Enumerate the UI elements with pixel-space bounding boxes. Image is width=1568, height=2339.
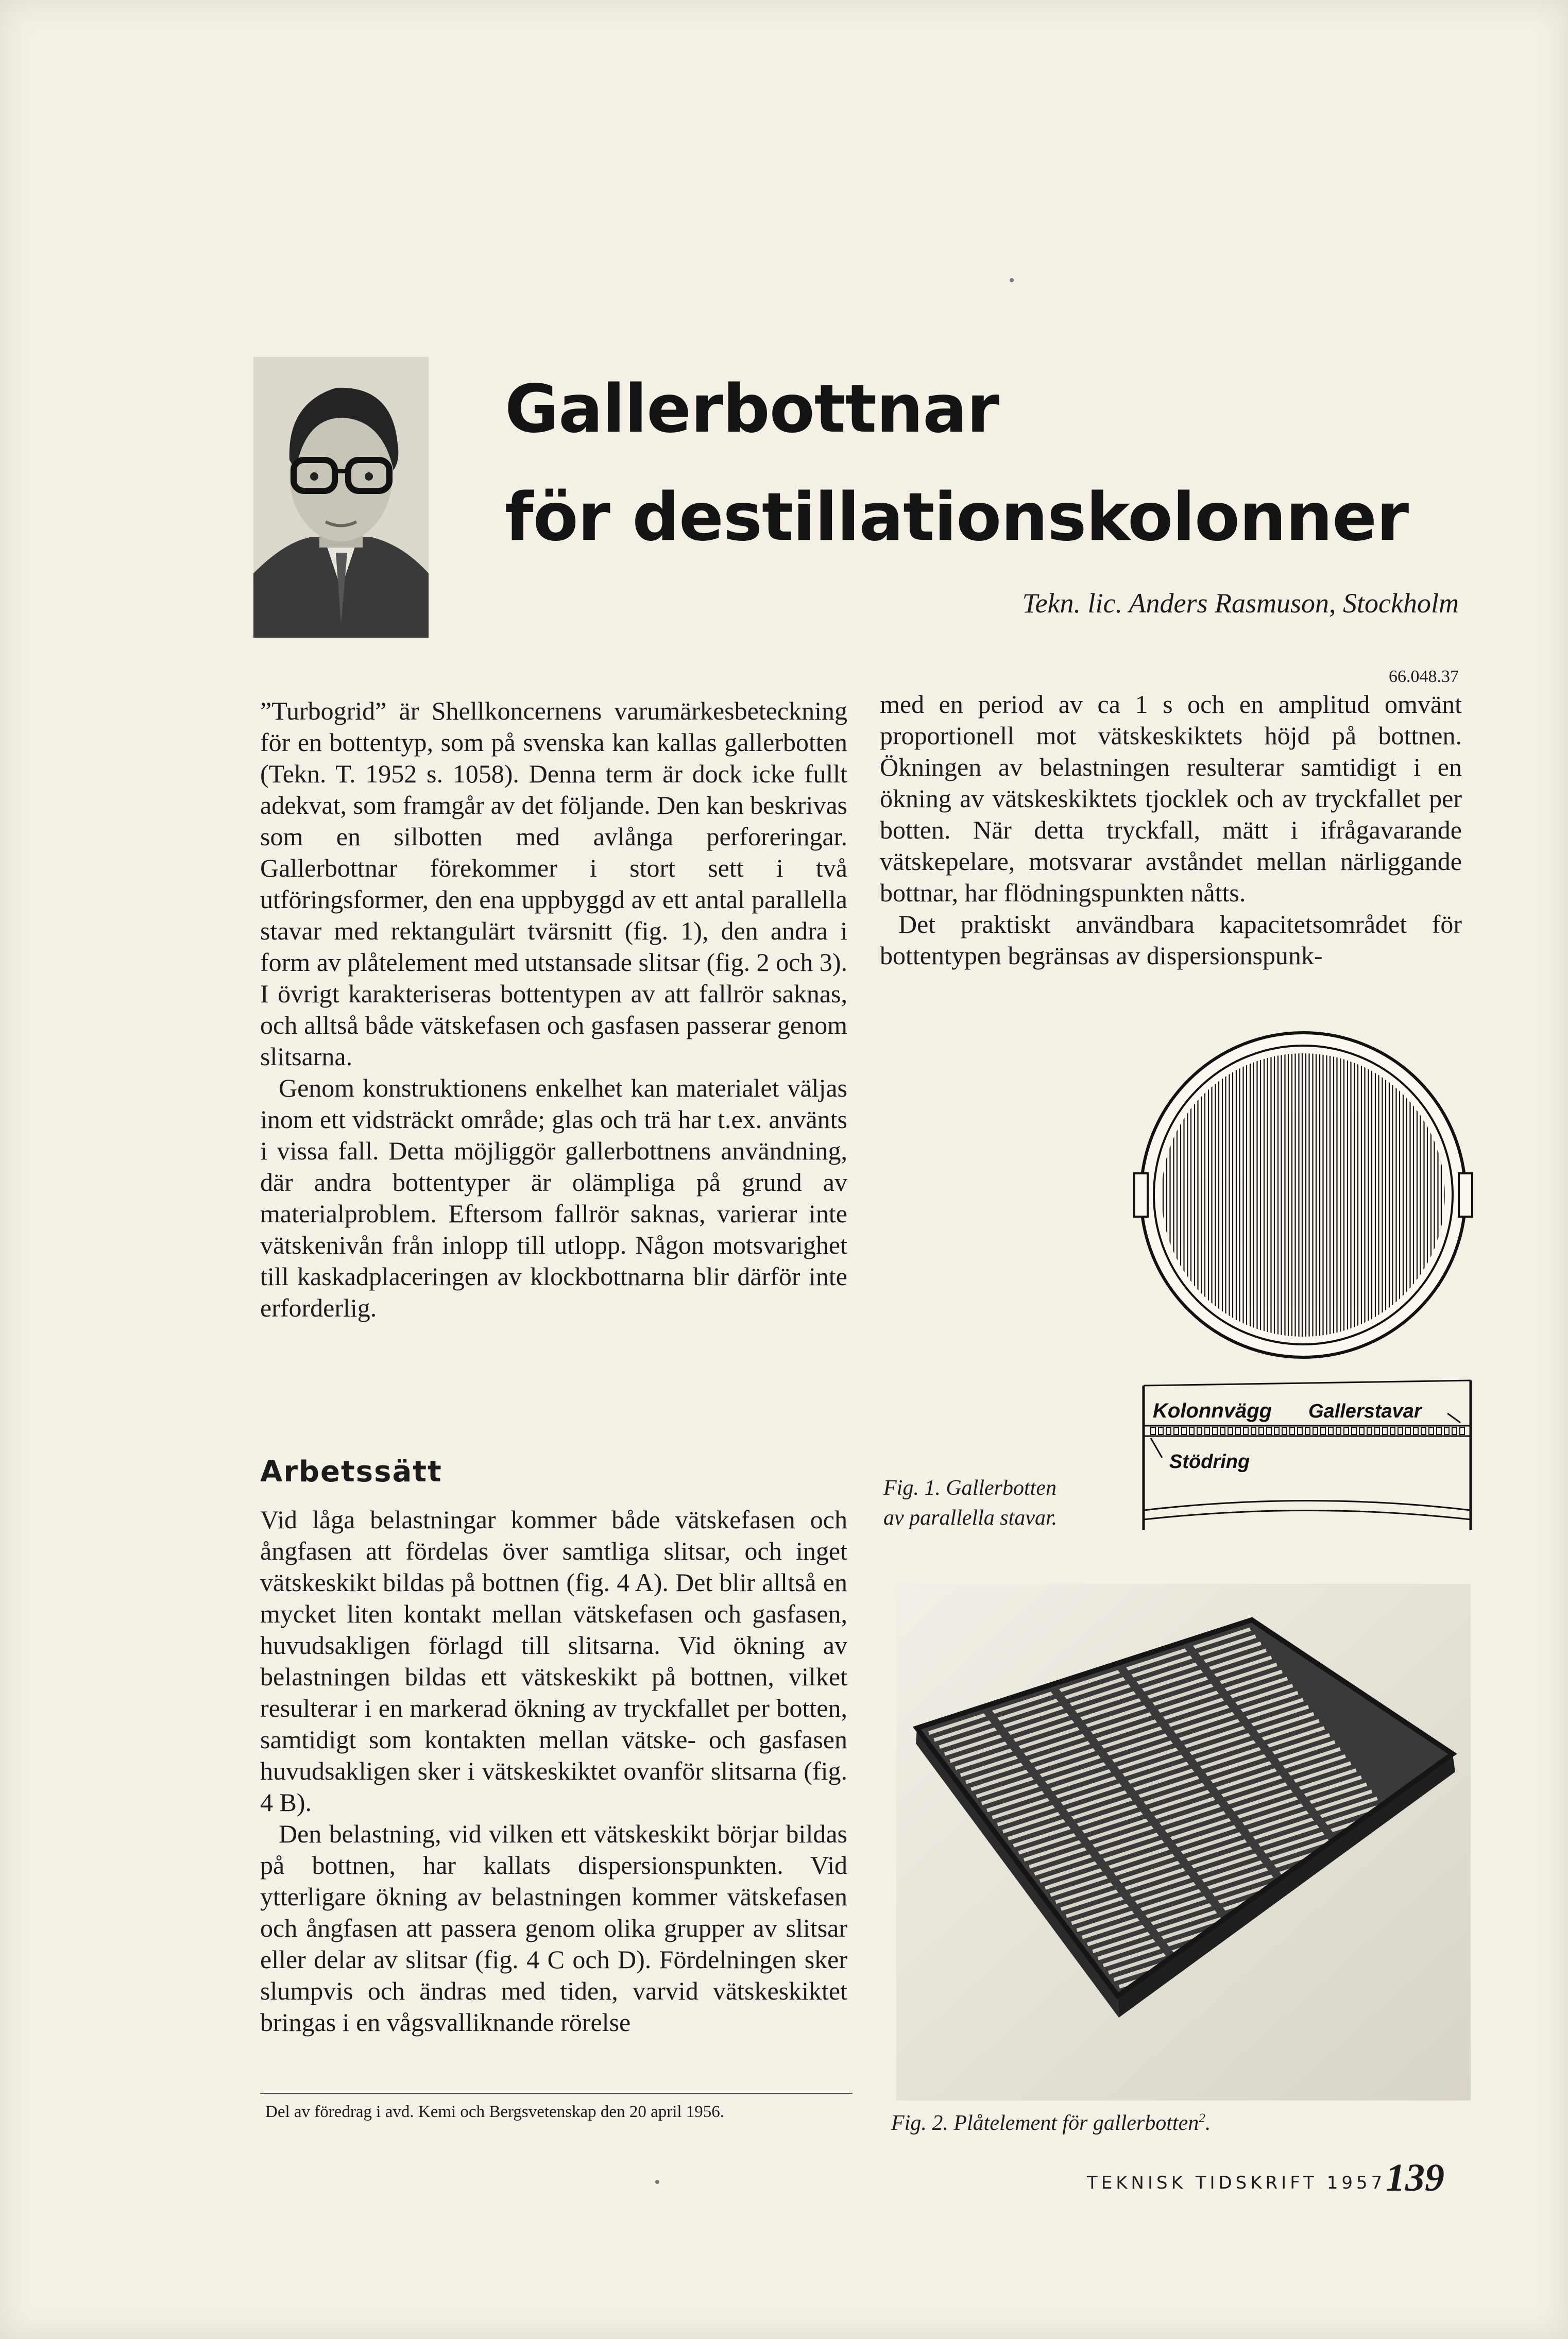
grid-bar	[1344, 1046, 1348, 1344]
grid-bar	[1393, 1046, 1396, 1344]
grid-bar	[1247, 1046, 1250, 1344]
bar-cross-section	[1336, 1427, 1341, 1435]
udc-code: 66.048.37	[1389, 667, 1459, 686]
bar-cross-section	[1305, 1427, 1310, 1435]
grid-bar	[1282, 1046, 1285, 1344]
author-byline: Tekn. lic. Anders Rasmuson, Stockholm	[1022, 588, 1459, 619]
right-column-text	[880, 689, 1462, 971]
bar-cross-section	[1359, 1427, 1364, 1435]
figure-1-caption-line-1: Fig. 1. Gallerbotten	[883, 1476, 1056, 1500]
bar-cross-section	[1182, 1427, 1186, 1435]
paragraph: Vid låga belastningar kommer både vätskefasen och ångfasen att fördelas över samtliga slitsar, och inget vätskeskikt bildas på bottnen (fig. 4 A). Det blir alltså en mycket liten kontakt mellan vätskefasen och gasfasen, huvudsakligen förlagd till slitsarna. Vid ökning av belastningen bildas ett vätskeskikt på bottnen, vilket resulterar i en markerad ökning av tryckfallet per botten, samtidigt som kontakten mellan vätske- och gasfasen huvudsakligen sker i vätskeskiktet ovanför slitsarna (fig. 4 B).	[260, 1505, 847, 1817]
author-portrait	[253, 357, 429, 638]
grid-bar	[1365, 1046, 1369, 1344]
bar-cross-section	[1243, 1427, 1248, 1435]
section-heading: Arbetssätt	[260, 1455, 442, 1489]
bar-cross-section	[1375, 1427, 1379, 1435]
grid-bar	[1379, 1046, 1383, 1344]
grid-bar	[1212, 1046, 1216, 1344]
grid-bar	[1372, 1046, 1375, 1344]
paragraph: Det praktiskt användbara kapacitetsområdet för bottentypen begränsas av dispersionspunk-	[880, 910, 1462, 970]
left-column-intro	[260, 695, 847, 1324]
grid-bar	[1240, 1046, 1243, 1344]
grid-bar	[1323, 1046, 1327, 1344]
grid-bar	[1219, 1046, 1222, 1344]
bar-cross-section	[1390, 1427, 1395, 1435]
figure-2-caption	[891, 2111, 1211, 2136]
bar-cross-section	[1290, 1427, 1294, 1435]
print-speck	[1010, 278, 1014, 282]
grid-bar	[1386, 1046, 1389, 1344]
grid-bar	[1254, 1046, 1257, 1344]
bar-cross-section	[1352, 1427, 1356, 1435]
paragraph: med en period av ca 1 s och en amplitud omvänt proportionell mot vätskeskiktets höjd på bottnen. Ökningen av belastningen resulterar samtidigt i en ökning av vätskeskiktets tjocklek och av tryckfallet per botten. När detta tryckfall, mätt i ifrågavarande vätskepelare, motsvarar avståndet mellan närliggande bottnar, har flödningspunkten nåtts.	[880, 690, 1462, 907]
bar-cross-section	[1228, 1427, 1233, 1435]
grid-bar	[1441, 1046, 1445, 1344]
grid-bar	[1260, 1046, 1264, 1344]
grid-bar	[1163, 1046, 1167, 1344]
bar-cross-section	[1174, 1427, 1179, 1435]
article-title	[505, 355, 1458, 572]
bar-cross-section	[1437, 1427, 1441, 1435]
footnote: Del av föredrag i avd. Kemi och Bergsvetenskap den 20 april 1956.	[265, 2103, 725, 2121]
figure-1-grid-tray-diagram	[1133, 1030, 1473, 1360]
grid-bar	[1274, 1046, 1278, 1344]
grid-bar	[1268, 1046, 1271, 1344]
figure-2-caption-text: Fig. 2. Plåtelement för gallerbotten	[891, 2111, 1199, 2135]
figure-2-caption-end: .	[1205, 2111, 1211, 2135]
bar-cross-section	[1282, 1427, 1287, 1435]
bar-cross-section	[1398, 1427, 1403, 1435]
bar-cross-section	[1367, 1427, 1372, 1435]
label-gallerstavar: Gallerstavar	[1308, 1401, 1422, 1422]
label-kolonnvagg: Kolonnvägg	[1153, 1399, 1272, 1422]
footnote-rule	[260, 2093, 853, 2094]
figure-1-caption	[883, 1473, 1120, 1533]
bar-cross-section	[1421, 1427, 1426, 1435]
grid-bar	[1226, 1046, 1230, 1344]
title-line-1: Gallerbottnar	[505, 371, 999, 448]
bar-cross-section	[1251, 1427, 1256, 1435]
grid-bar	[1337, 1046, 1341, 1344]
bar-cross-section	[1274, 1427, 1279, 1435]
bar-cross-section	[1220, 1427, 1225, 1435]
bar-cross-section	[1236, 1427, 1240, 1435]
bar-cross-section	[1383, 1427, 1387, 1435]
grid-bar	[1233, 1046, 1236, 1344]
grid-bar	[1330, 1046, 1334, 1344]
grid-bar	[1296, 1046, 1299, 1344]
paragraph: ”Turbogrid” är Shellkoncernens varumärkesbeteckning för en bottentyp, som på svenska kan kallas gallerbotten (Tekn. T. 1952 s. 1058). Denna term är dock icke fullt adekvat, som framgår av det följande. Den kan beskrivas som en silbotten med avlånga perforeringar. Gallerbottnar förekommer i stort sett i två utföringsformer, den ena uppbyggd av ett antal parallella stavar med rektangulärt tvärsnitt (fig. 1), den andra i form av plåtelement med utstansade slitsar (fig. 2 och 3). I övrigt karakteriseras bottentypen av att fallrör saknas, och alltså både vätskefasen och gasfasen passerar genom slitsarna.	[260, 696, 847, 1071]
grid-bar	[1351, 1046, 1355, 1344]
title-line-2: för destillationskolonner	[505, 479, 1409, 556]
grid-bar	[1435, 1046, 1438, 1344]
bar-cross-section	[1189, 1427, 1194, 1435]
bar-cross-section	[1321, 1427, 1325, 1435]
bar-cross-section	[1166, 1427, 1171, 1435]
label-stodring: Stödring	[1169, 1451, 1250, 1473]
print-speck	[655, 2180, 659, 2184]
bar-cross-section	[1444, 1427, 1449, 1435]
page-number: 139	[1386, 2156, 1444, 2199]
bar-cross-section	[1406, 1427, 1410, 1435]
bar-cross-section	[1259, 1427, 1264, 1435]
bar-cross-section	[1267, 1427, 1271, 1435]
bar-cross-section	[1429, 1427, 1434, 1435]
grid-bar	[1309, 1046, 1313, 1344]
bar-cross-section	[1460, 1427, 1464, 1435]
figure-2-caption-ref: 2	[1199, 2111, 1205, 2125]
figure-2-plate-element-photo	[896, 1584, 1471, 2101]
journal-footer: TEKNISK TIDSKRIFT 1957	[1087, 2173, 1386, 2193]
bar-cross-section	[1158, 1427, 1163, 1435]
bar-cross-section	[1213, 1427, 1217, 1435]
bar-cross-section	[1452, 1427, 1457, 1435]
paragraph: Genom konstruktionens enkelhet kan materialet väljas inom ett vidsträckt område; glas och trä har t.ex. använts i vissa fall. Detta möjliggör gallerbottnens användning, där andra bottentyper är olämpliga på grund av materialproblem. Eftersom fallrör saknas, varierar inte vätskenivån från inlopp till utlopp. Någon motsvarighet till kaskadplaceringen av klockbottnarna blir därför inte erforderlig.	[260, 1073, 847, 1322]
paragraph: Den belastning, vid vilken ett vätskeskikt börjar bildas på bottnen, har kallats dispersionspunkten. Vid ytterligare ökning av belastningen kommer vätskefasen och ångfasen att passera genom olika grupper av slitsar eller delar av slitsar (fig. 4 C och D). Fördelningen sker slumpvis och ändras med tiden, varvid vätskeskiktet bringas i en vågsvalliknande rörelse	[260, 1819, 847, 2037]
grid-bar	[1358, 1046, 1361, 1344]
bar-cross-section	[1328, 1427, 1333, 1435]
bar-cross-section	[1205, 1427, 1209, 1435]
figure-1-detail-inset	[1138, 1375, 1473, 1540]
bar-cross-section	[1344, 1427, 1349, 1435]
figure-1-caption-line-2: av parallella stavar.	[883, 1506, 1058, 1530]
grid-bar	[1316, 1046, 1320, 1344]
bar-cross-sections	[1151, 1427, 1464, 1435]
grid-bar	[1288, 1046, 1292, 1344]
bar-cross-section	[1298, 1427, 1302, 1435]
bar-cross-section	[1197, 1427, 1202, 1435]
grid-bar	[1302, 1046, 1306, 1344]
bar-cross-section	[1151, 1427, 1155, 1435]
left-column-section	[260, 1504, 847, 2038]
bar-cross-section	[1313, 1427, 1318, 1435]
bar-cross-section	[1413, 1427, 1418, 1435]
grid-bar	[1170, 1046, 1174, 1344]
